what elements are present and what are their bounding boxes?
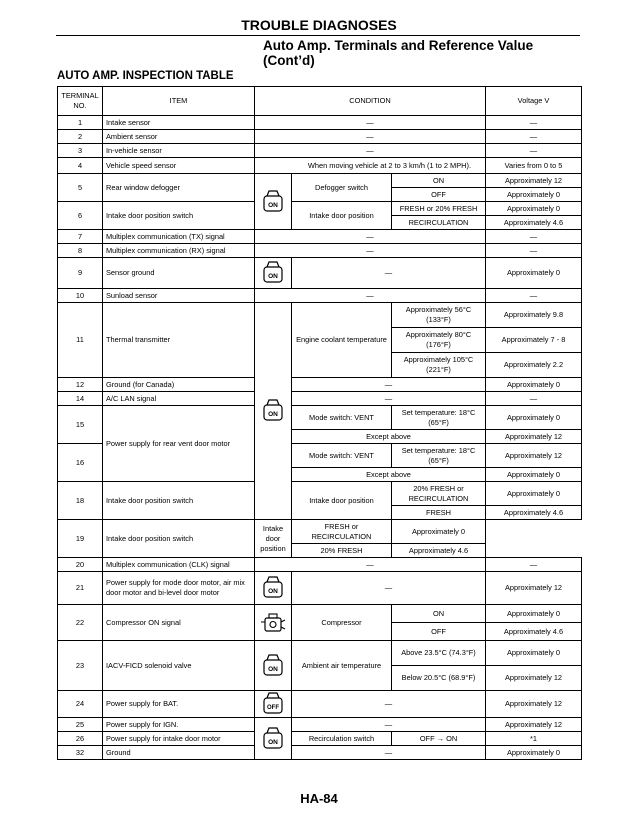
voltage-cell: Approximately 0 (486, 188, 582, 202)
voltage-cell: Approximately 12 (486, 691, 582, 718)
voltage-cell: — (486, 244, 582, 258)
item-cell: Power supply for BAT. (103, 691, 255, 718)
voltage-cell: — (486, 392, 582, 406)
table-row (58, 289, 582, 303)
svg-text:ON: ON (268, 273, 278, 280)
table-row (58, 558, 582, 572)
terminal-no: 21 (58, 572, 103, 605)
terminal-no: 1 (58, 116, 103, 130)
condition-cell: Except above (292, 468, 486, 482)
terminal-no: 8 (58, 244, 103, 258)
header-condition: CONDITION (255, 87, 486, 116)
table-row (58, 406, 582, 430)
voltage-cell: Approximately 0 (392, 520, 486, 544)
condition-cell: Recirculation switch (292, 732, 392, 746)
sub-condition-cell: Above 23.5°C (74.3°F) (392, 641, 486, 666)
table-row (58, 520, 582, 544)
voltage-cell: — (486, 130, 582, 144)
voltage-cell: — (486, 144, 582, 158)
table-header-row (58, 87, 582, 116)
condition-cell: Mode switch: VENT (292, 406, 392, 430)
item-cell: Power supply for IGN. (103, 718, 255, 732)
sub-condition-cell: RECIRCULATION (392, 216, 486, 230)
header-rule (56, 35, 580, 36)
condition-cell: When moving vehicle at 2 to 3 km/h (1 to 2 MPH). (255, 158, 486, 174)
sub-condition-cell: FRESH or 20% FRESH (392, 202, 486, 216)
voltage-cell: Approximately 12 (486, 430, 582, 444)
voltage-cell: Approximately 0 (486, 482, 582, 506)
condition-cell: Defogger switch (292, 174, 392, 202)
table-row (58, 258, 582, 289)
page-header-title: TROUBLE DIAGNOSES (241, 17, 397, 33)
voltage-cell: Approximately 0 (486, 378, 582, 392)
item-cell: Sensor ground (103, 258, 255, 289)
sub-condition-cell: Approximately 105°C (221°F) (392, 353, 486, 378)
terminal-no: 14 (58, 392, 103, 406)
condition-cell: — (292, 691, 486, 718)
condition-cell: — (255, 230, 486, 244)
item-cell: Ground (for Canada) (103, 378, 255, 392)
terminal-no: 2 (58, 130, 103, 144)
voltage-cell: — (486, 230, 582, 244)
table-row (58, 718, 582, 732)
table-row (58, 244, 582, 258)
table-row (58, 130, 582, 144)
condition-cell: — (292, 378, 486, 392)
table-row (58, 202, 582, 216)
item-cell: Multiplex communication (TX) signal (103, 230, 255, 244)
engine-running-icon (255, 605, 292, 641)
voltage-cell: Approximately 4.6 (486, 506, 582, 520)
terminal-no: 16 (58, 444, 103, 482)
item-cell: Compressor ON signal (103, 605, 255, 641)
voltage-cell: Approximately 12 (486, 572, 582, 605)
table-row (58, 732, 582, 746)
condition-cell: — (292, 258, 486, 289)
terminal-no: 5 (58, 174, 103, 202)
table-row (58, 378, 582, 392)
item-cell: Ambient sensor (103, 130, 255, 144)
terminal-no: 18 (58, 482, 103, 520)
voltage-cell: — (486, 289, 582, 303)
svg-text:ON: ON (268, 411, 278, 418)
voltage-cell: Approximately 4.6 (486, 623, 582, 641)
terminal-no: 24 (58, 691, 103, 718)
voltage-cell: Approximately 2.2 (486, 353, 582, 378)
terminal-no: 3 (58, 144, 103, 158)
item-cell: Multiplex communication (CLK) signal (103, 558, 255, 572)
ignition-key-on-icon (255, 572, 292, 605)
table-row (58, 691, 582, 718)
table-row (58, 303, 582, 328)
item-cell: Power supply for rear vent door motor (103, 406, 255, 482)
sub-condition-cell: ON (392, 605, 486, 623)
item-cell: In-vehicle sensor (103, 144, 255, 158)
header-voltage: Voltage V (486, 87, 582, 116)
voltage-cell: Approximately 12 (486, 174, 582, 188)
condition-cell: — (292, 572, 486, 605)
table-row (58, 174, 582, 188)
condition-cell: — (292, 746, 486, 760)
item-cell: Intake door position switch (103, 202, 255, 230)
item-cell: Sunload sensor (103, 289, 255, 303)
sub-condition-cell: 20% FRESH or RECIRCULATION (392, 482, 486, 506)
header-item: ITEM (103, 87, 255, 116)
condition-cell: Intake door position (292, 202, 392, 230)
sub-condition-cell: FRESH or RECIRCULATION (292, 520, 392, 544)
voltage-cell: Approximately 7 - 8 (486, 328, 582, 353)
condition-cell: — (255, 289, 486, 303)
ignition-key-on-icon (255, 718, 292, 760)
table-row (58, 482, 582, 506)
ignition-key-on-icon (255, 258, 292, 289)
table-row (58, 572, 582, 605)
item-cell: Power supply for intake door motor (103, 732, 255, 746)
terminal-no: 32 (58, 746, 103, 760)
table-row (58, 158, 582, 174)
terminal-no: 20 (58, 558, 103, 572)
condition-cell: Intake door position (255, 520, 292, 558)
table-row (58, 746, 582, 760)
condition-cell: Except above (292, 430, 486, 444)
voltage-cell: Approximately 4.6 (486, 216, 582, 230)
sub-condition-cell: FRESH (392, 506, 486, 520)
condition-cell: Intake door position (292, 482, 392, 520)
voltage-cell: *1 (486, 732, 582, 746)
item-cell: Intake door position switch (103, 482, 255, 520)
item-cell: Intake door position switch (103, 520, 255, 558)
item-cell: Thermal transmitter (103, 303, 255, 378)
item-cell: Rear window defogger (103, 174, 255, 202)
item-cell: Vehicle speed sensor (103, 158, 255, 174)
terminal-no: 11 (58, 303, 103, 378)
voltage-cell: Approximately 12 (486, 444, 582, 468)
voltage-cell: Approximately 0 (486, 468, 582, 482)
voltage-cell: Approximately 0 (486, 258, 582, 289)
terminal-no: 4 (58, 158, 103, 174)
terminal-no: 25 (58, 718, 103, 732)
terminal-no: 9 (58, 258, 103, 289)
ignition-key-off-icon (255, 691, 292, 718)
voltage-cell: Approximately 4.6 (392, 544, 486, 558)
ignition-key-on-icon (255, 641, 292, 691)
condition-cell: — (255, 144, 486, 158)
section-title: Auto Amp. Terminals and Reference Value (Cont’d) (263, 38, 534, 68)
table-title: AUTO AMP. INSPECTION TABLE (57, 70, 234, 82)
voltage-cell: Approximately 12 (486, 666, 582, 691)
item-cell: Multiplex communication (RX) signal (103, 244, 255, 258)
sub-condition-cell: ON (392, 174, 486, 188)
sub-condition-cell: Set temperature: 18°C (65°F) (392, 406, 486, 430)
voltage-cell: — (486, 116, 582, 130)
header-terminal: TERMINAL NO. (58, 87, 103, 116)
condition-cell: — (255, 116, 486, 130)
sub-condition-cell: Below 20.5°C (68.9°F) (392, 666, 486, 691)
voltage-cell: Approximately 12 (486, 718, 582, 732)
svg-text:ON: ON (268, 738, 278, 746)
sub-condition-cell: 20% FRESH (292, 544, 392, 558)
table-row (58, 605, 582, 623)
table-row (58, 641, 582, 666)
voltage-cell: Approximately 0 (486, 605, 582, 623)
ignition-key-on-icon (255, 174, 292, 230)
sub-condition-cell: OFF → ON (392, 732, 486, 746)
page-number: HA-84 (300, 791, 338, 806)
terminal-no: 6 (58, 202, 103, 230)
condition-cell: — (255, 558, 486, 572)
voltage-cell: — (486, 558, 582, 572)
condition-cell: — (255, 130, 486, 144)
table-row (58, 144, 582, 158)
item-cell: IACV-FICD solenoid valve (103, 641, 255, 691)
voltage-cell: Approximately 0 (486, 641, 582, 666)
terminal-no: 10 (58, 289, 103, 303)
terminal-no: 19 (58, 520, 103, 558)
item-cell: Ground (103, 746, 255, 760)
item-cell: Intake sensor (103, 116, 255, 130)
condition-cell: — (292, 392, 486, 406)
terminal-no: 22 (58, 605, 103, 641)
terminal-no: 23 (58, 641, 103, 691)
condition-cell: Engine coolant temperature (292, 303, 392, 378)
condition-cell: Ambient air temperature (292, 641, 392, 691)
svg-text:ON: ON (268, 665, 278, 673)
terminal-no: 15 (58, 406, 103, 444)
inspection-table (57, 86, 582, 760)
voltage-cell: Approximately 0 (486, 406, 582, 430)
table-row (58, 230, 582, 244)
terminal-no: 7 (58, 230, 103, 244)
item-cell: Power supply for mode door motor, air mix door motor and bi-level door motor (103, 572, 255, 605)
sub-condition-cell: Approximately 80°C (176°F) (392, 328, 486, 353)
condition-cell: Compressor (292, 605, 392, 641)
voltage-cell: Approximately 0 (486, 202, 582, 216)
item-cell: A/C LAN signal (103, 392, 255, 406)
terminal-no: 26 (58, 732, 103, 746)
terminal-no: 12 (58, 378, 103, 392)
ignition-key-on-icon (255, 303, 292, 520)
table-row (58, 392, 582, 406)
svg-text:ON: ON (268, 588, 278, 595)
voltage-cell: Approximately 0 (486, 746, 582, 760)
svg-text:ON: ON (268, 201, 278, 209)
svg-text:OFF: OFF (267, 705, 279, 711)
sub-condition-cell: Set temperature: 18°C (65°F) (392, 444, 486, 468)
sub-condition-cell: OFF (392, 188, 486, 202)
condition-cell: — (292, 718, 486, 732)
sub-condition-cell: OFF (392, 623, 486, 641)
table-row (58, 116, 582, 130)
sub-condition-cell: Approximately 56°C (133°F) (392, 303, 486, 328)
voltage-cell: Varies from 0 to 5 (486, 158, 582, 174)
voltage-cell: Approximately 9.8 (486, 303, 582, 328)
condition-cell: — (255, 244, 486, 258)
condition-cell: Mode switch: VENT (292, 444, 392, 468)
